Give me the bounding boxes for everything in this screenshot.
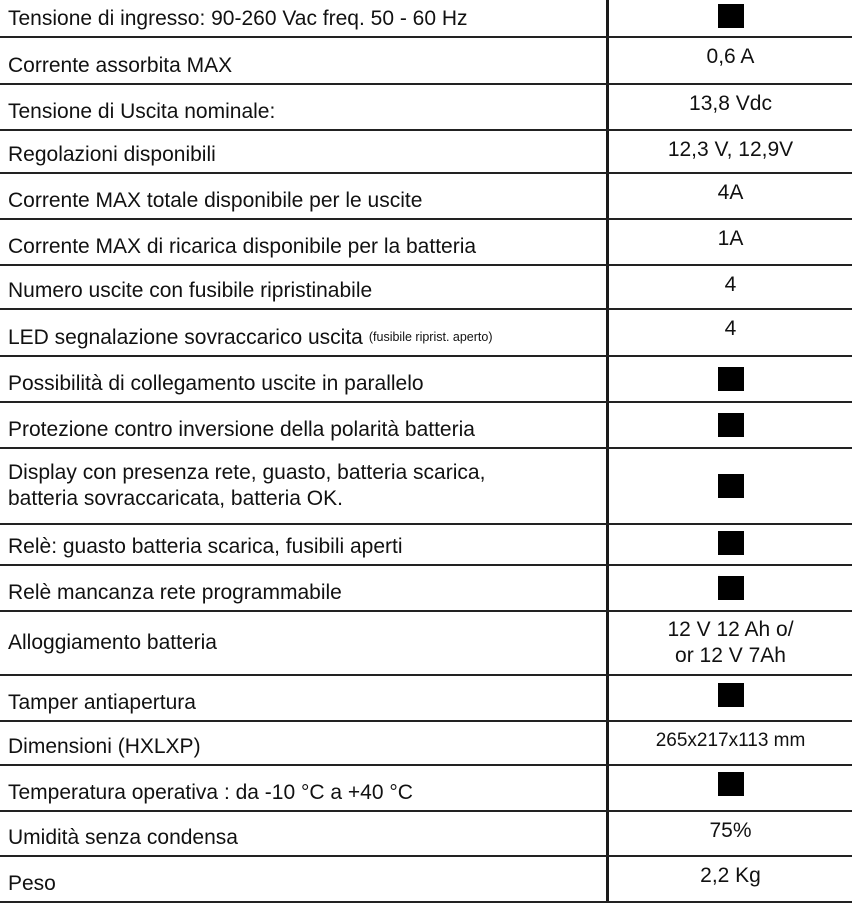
row-label: Alloggiamento batteria (8, 631, 217, 654)
row-value: 0,6 A (706, 45, 755, 68)
row-value: 4A (717, 181, 744, 204)
row-value (609, 403, 852, 447)
table-row (0, 220, 852, 266)
row-value: 1A (717, 227, 744, 250)
row-label: Relè mancanza rete programmabile (8, 581, 342, 604)
table-row (0, 0, 852, 38)
row-value (609, 0, 852, 36)
table-row (0, 566, 852, 612)
row-value: 4 (724, 273, 737, 296)
row-label: Corrente assorbita MAX (8, 54, 233, 77)
check-mark-square-icon (718, 683, 744, 707)
row-label: Umidità senza condensa (8, 826, 238, 849)
row-value: 4 (724, 317, 737, 340)
check-mark-square-icon (718, 474, 744, 498)
row-label: Tensione di Uscita nominale: (8, 100, 276, 123)
row-label: Relè: guasto batteria scarica, fusibili aperti (8, 535, 403, 558)
row-value (609, 357, 852, 401)
row-label: Protezione contro inversione della polarità batteria (8, 418, 475, 441)
check-mark-square-icon (718, 576, 744, 600)
row-value (609, 525, 852, 564)
row-label: Regolazioni disponibili (8, 143, 216, 166)
row-value (609, 449, 852, 523)
table-row (0, 403, 852, 449)
row-value: 265x217x113 mm (655, 730, 806, 751)
row-label: LED segnalazione sovraccarico uscita (fusibile riprist. aperto) (8, 326, 493, 349)
check-mark-square-icon (718, 367, 744, 391)
row-label: Possibilità di collegamento uscite in parallelo (8, 372, 424, 395)
row-value: 13,8 Vdc (689, 92, 772, 115)
row-label: Dimensioni (HXLXP) (8, 735, 201, 758)
row-value (609, 766, 852, 810)
table-row (0, 857, 852, 903)
table-row (0, 722, 852, 766)
table-row (0, 85, 852, 131)
row-label: Tamper antiapertura (8, 691, 196, 714)
row-value: 12 V 12 Ah o/ or 12 V 7Ah (667, 618, 794, 667)
row-value (609, 566, 852, 610)
row-label: Corrente MAX di ricarica disponibile per la batteria (8, 235, 477, 258)
row-value: 12,3 V, 12,9V (667, 138, 794, 161)
table-row (0, 812, 852, 857)
table-row (0, 174, 852, 220)
table-row (0, 676, 852, 722)
table-row (0, 766, 852, 812)
row-value: 2,2 Kg (700, 864, 761, 887)
table-row (0, 357, 852, 403)
check-mark-square-icon (718, 531, 744, 555)
table-row (0, 612, 852, 676)
table-row (0, 38, 852, 85)
row-label: Numero uscite con fusibile ripristinabile (8, 279, 373, 302)
check-mark-square-icon (718, 4, 744, 28)
table-row (0, 266, 852, 310)
table-row (0, 449, 852, 525)
row-label: Corrente MAX totale disponibile per le uscite (8, 189, 423, 212)
row-label: Display con presenza rete, guasto, batteria scarica, batteria sovraccaricata, batteria OK. (8, 461, 486, 510)
row-value: 75% (709, 819, 752, 842)
table-row (0, 525, 852, 566)
row-label: Tensione di ingresso: 90-260 Vac freq. 50 - 60 Hz (8, 7, 468, 30)
check-mark-square-icon (718, 413, 744, 437)
table-row (0, 310, 852, 357)
row-label: Temperatura operativa : da -10 °C a +40 °C (8, 781, 413, 804)
row-label: Peso (8, 872, 56, 895)
check-mark-square-icon (718, 772, 744, 796)
row-value (609, 676, 852, 720)
table-row (0, 131, 852, 174)
row-label-note: (fusibile riprist. aperto) (368, 330, 493, 344)
